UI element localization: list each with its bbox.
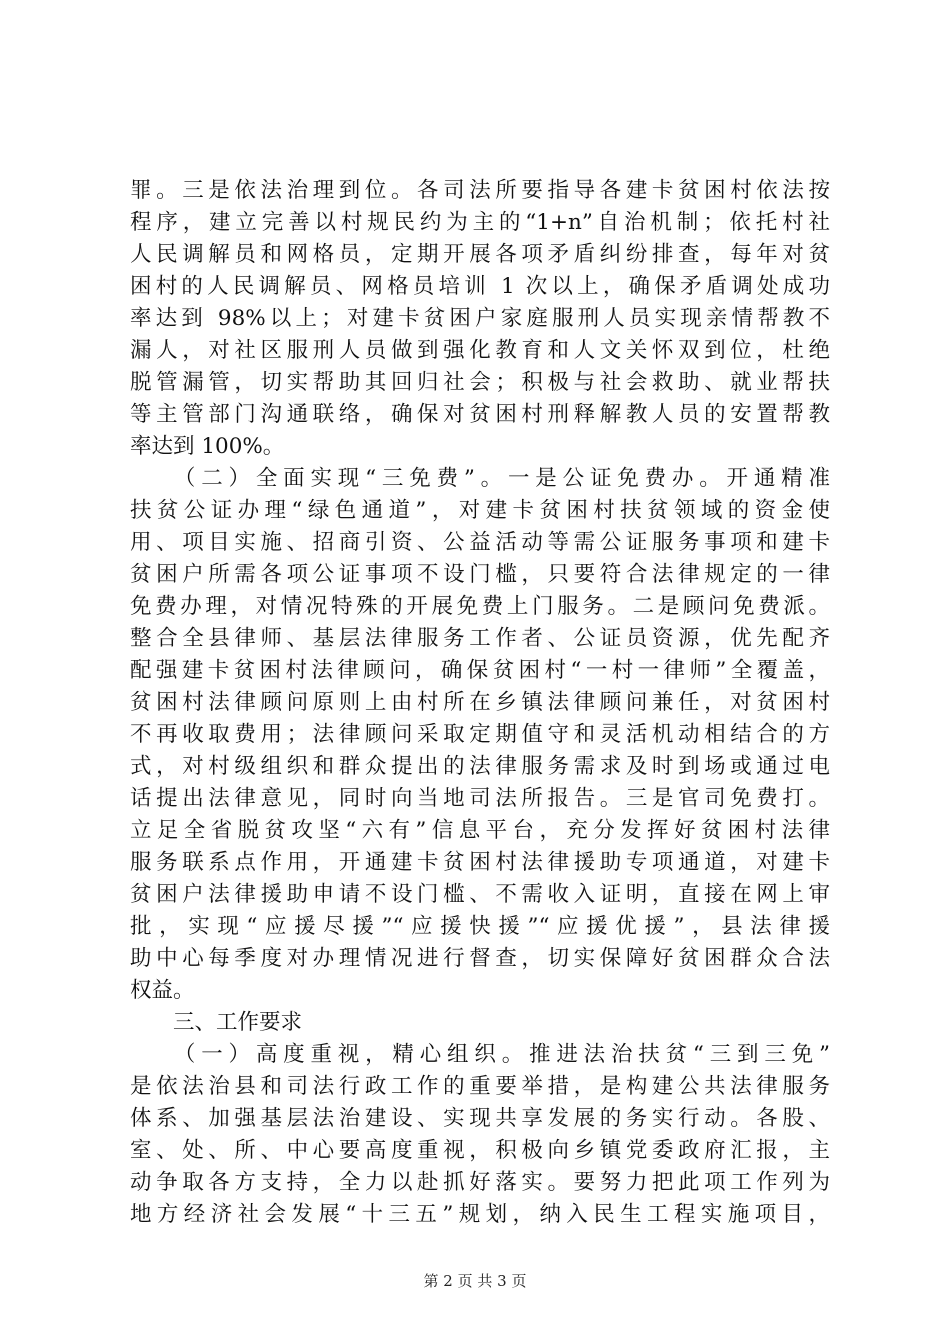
text-line: 程序，建立完善以村规民约为主的“1+n”自治机制；依托村社 (130, 210, 830, 235)
text-line: （二）全面实现“三免费”。一是公证免费办。开通精准 (130, 466, 830, 491)
text-line: 免费办理，对情况特殊的开展免费上门服务。二是顾问免费派。 (130, 594, 830, 619)
body-text (130, 175, 830, 1231)
text-line: 话提出法律意见，同时向当地司法所报告。三是官司免费打。 (130, 786, 830, 811)
text-line: 式，对村级组织和群众提出的法律服务需求及时到场或通过电 (130, 754, 830, 779)
text-line: 体系、加强基层法治建设、实现共享发展的务实行动。各股、 (130, 1106, 830, 1131)
text-line: 漏人，对社区服刑人员做到强化教育和人文关怀双到位，杜绝 (130, 338, 830, 363)
text-line: 不再收取费用；法律顾问采取定期值守和灵活机动相结合的方 (130, 722, 830, 747)
text-line: 人民调解员和网格员，定期开展各项矛盾纠纷排查，每年对贫 (130, 242, 830, 267)
text-line: 室、处、所、中心要高度重视，积极向乡镇党委政府汇报，主 (130, 1138, 830, 1163)
text-line: 立足全省脱贫攻坚“六有”信息平台，充分发挥好贫困村法律 (130, 818, 830, 843)
text-line: 贫困户法律援助申请不设门槛、不需收入证明，直接在网上审 (130, 882, 830, 907)
text-line: 三、工作要求 (130, 1010, 303, 1035)
text-line: 整合全县律师、基层法律服务工作者、公证员资源，优先配齐 (130, 626, 830, 651)
text-line: （一）高度重视，精心组织。推进法治扶贫“三到三免” (130, 1042, 830, 1067)
text-line: 用、项目实施、招商引资、公益活动等需公证服务事项和建卡 (130, 530, 830, 555)
text-line: 困村的人民调解员、网格员培训 1 次以上，确保矛盾调处成功 (130, 274, 830, 299)
text-line: 率达到 98%以上；对建卡贫困户家庭服刑人员实现亲情帮教不 (130, 306, 830, 331)
text-line: 等主管部门沟通联络，确保对贫困村刑释解教人员的安置帮教 (130, 402, 830, 427)
text-line: 服务联系点作用，开通建卡贫困村法律援助专项通道，对建卡 (130, 850, 830, 875)
text-line: 脱管漏管，切实帮助其回归社会；积极与社会救助、就业帮扶 (130, 370, 830, 395)
text-line: 率达到 100%。 (130, 434, 285, 459)
text-line: 罪。三是依法治理到位。各司法所要指导各建卡贫困村依法按 (130, 178, 830, 203)
text-line: 配强建卡贫困村法律顾问，确保贫困村“一村一律师”全覆盖， (130, 658, 830, 683)
text-line: 动争取各方支持，全力以赴抓好落实。要努力把此项工作列为 (130, 1170, 830, 1195)
text-line: 扶贫公证办理“绿色通道”，对建卡贫困村扶贫领域的资金使 (130, 498, 830, 523)
text-line: 贫困户所需各项公证事项不设门槛，只要符合法律规定的一律 (130, 562, 830, 587)
text-line: 是依法治县和司法行政工作的重要举措，是构建公共法律服务 (130, 1074, 830, 1099)
text-line: 贫困村法律顾问原则上由村所在乡镇法律顾问兼任，对贫困村 (130, 690, 830, 715)
text-line: 批，实现“应援尽援”“应援快援”“应援优援”，县法律援 (130, 914, 830, 939)
text-line: 助中心每季度对办理情况进行督查，切实保障好贫困群众合法 (130, 946, 830, 971)
page-footer: 第 2 页 共 3 页 (423, 1272, 527, 1290)
text-line: 权益。 (130, 978, 195, 1003)
text-line: 地方经济社会发展“十三五”规划，纳入民生工程实施项目， (130, 1202, 830, 1227)
